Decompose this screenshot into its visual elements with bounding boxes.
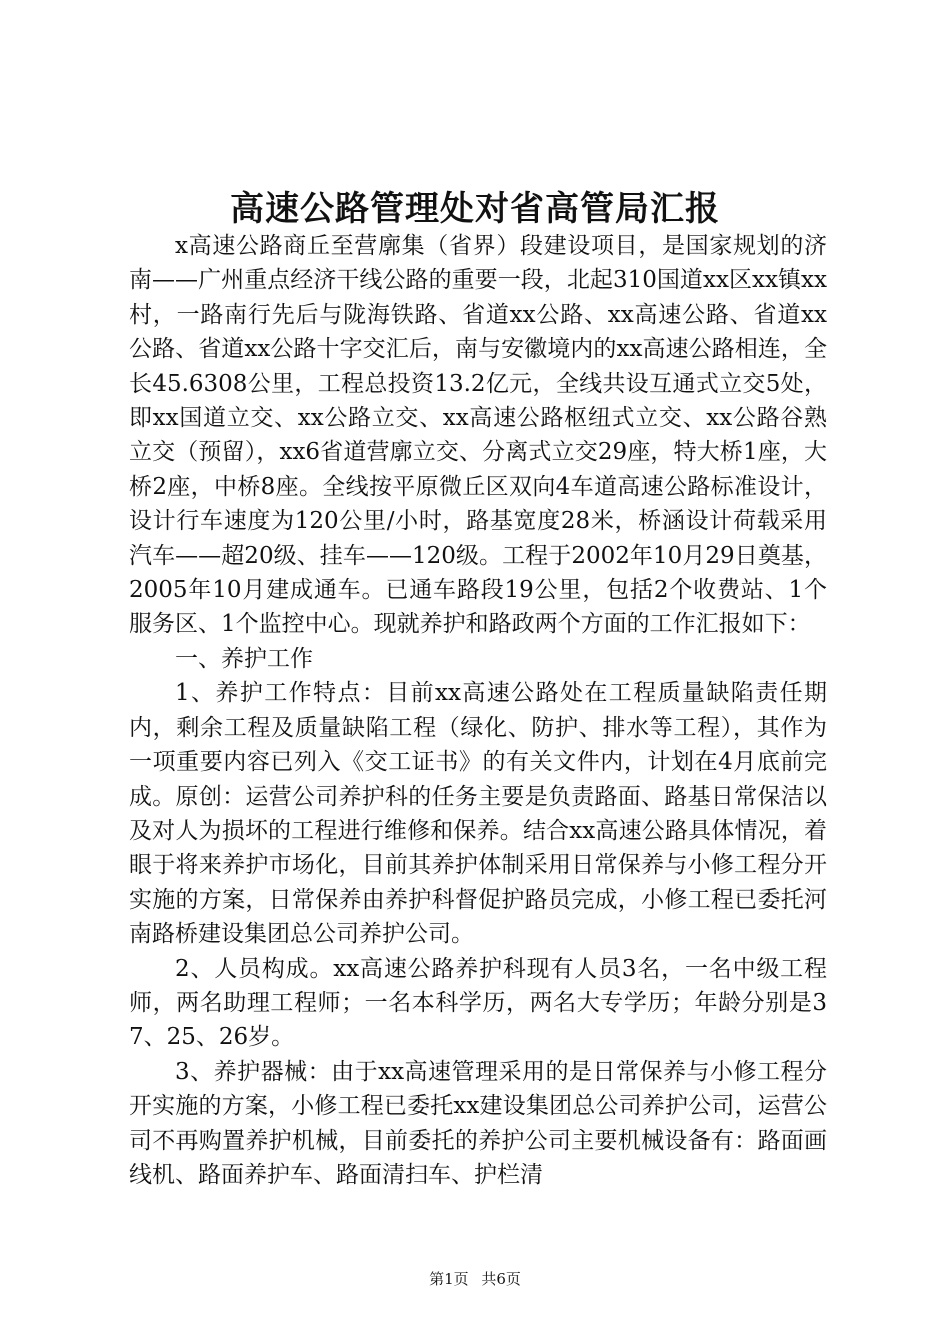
document-title: 高速公路管理处对省高管局汇报 [230,189,720,229]
page-number-total: 共6页 [481,1270,521,1288]
paragraph-intro: x高速公路商丘至营廓集（省界）段建设项目，是国家规划的济南——广州重点经济干线公路的重要一段，北起310国道xx区xx镇xx村，一路南行先后与陇海铁路、省道xx公路、xx高速公路、省道xx公路、省道xx公路十字交汇后，南与安徽境内的xx高速公路相连，全长45.6308公里，工程总投资13.2亿元，全线共设互通式立交5处，即xx国道立交、xx公路立交、xx高速公路枢纽式立交、xx公路谷熟立交（预留），xx6省道营廓立交、分离式立交29座，特大桥1座，大桥2座，中桥8座。全线按平原微丘区双向4车道高速公路标准设计，设计行车速度为120公里/小时，路基宽度28米，桥涵设计荷载采用汽车——超20级、挂车——120级。工程于2002年10月29日奠基，2005年10月建成通车。已通车路段19公里，包括2个收费站、1个服务区、1个监控中心。现就养护和路政两个方面的工作汇报如下： [129,233,827,638]
document-body [129,229,827,1192]
section-heading-maintenance: 一、养护工作 [175,645,313,672]
paragraph-maintenance-equipment: 3、养护器械：由于xx高速管理采用的是日常保养与小修工程分开实施的方案，小修工程已委托xx建设集团总公司养护公司，运营公司不再购置养护机械，目前委托的养护公司主要机械设备有：路面画线机、路面养护车、路面清扫车、护栏清 [129,1058,827,1188]
page-number-current: 第1页 [429,1270,469,1288]
paragraph-maintenance-features: 1、养护工作特点：目前xx高速公路处在工程质量缺陷责任期内，剩余工程及质量缺陷工程（绿化、防护、排水等工程），其作为一项重要内容已列入《交工证书》的有关文件内，计划在4月底前完成。原创：运营公司养护科的任务主要是负责路面、路基日常保洁以及对人为损坏的工程进行维修和保养。结合xx高速公路具体情况，着眼于将来养护市场化，目前其养护体制采用日常保养与小修工程分开实施的方案，日常保养由养护科督促护路员完成，小修工程已委托河南路桥建设集团总公司养护公司。 [129,680,827,948]
paragraph-staff-composition: 2、人员构成。xx高速公路养护科现有人员3名，一名中级工程师，两名助理工程师；一名本科学历，两名大专学历；年龄分别是37、25、26岁。 [129,955,827,1051]
page-footer [0,1268,950,1290]
